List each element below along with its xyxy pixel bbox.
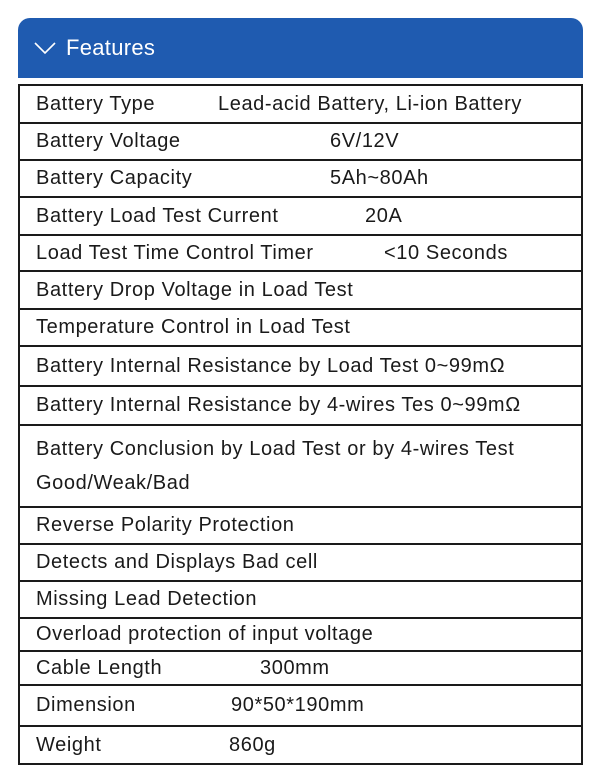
spec-row-battery-voltage bbox=[20, 122, 581, 159]
features-panel bbox=[18, 18, 583, 765]
features-header[interactable] bbox=[18, 18, 583, 78]
spec-key: Reverse Polarity Protection bbox=[36, 514, 295, 536]
spec-row-battery-conclusion bbox=[20, 424, 581, 506]
spec-key: Detects and Displays Bad cell bbox=[36, 551, 318, 573]
spec-row-drop-voltage bbox=[20, 270, 581, 308]
spec-row-weight bbox=[20, 725, 581, 763]
spec-key: Dimension bbox=[36, 694, 136, 716]
spec-value: Lead-acid Battery, Li-ion Battery bbox=[218, 92, 523, 115]
spec-row-bad-cell bbox=[20, 543, 581, 580]
spec-key: Weight bbox=[36, 733, 102, 756]
spec-key: Temperature Control in Load Test bbox=[36, 316, 351, 338]
spec-value: 6V/12V bbox=[330, 130, 400, 152]
spec-key: Battery Conclusion by Load Test or by 4-wires Test bbox=[36, 438, 515, 460]
spec-value: 20A bbox=[365, 204, 403, 227]
spec-row-load-test-timer bbox=[20, 234, 581, 270]
spec-key: Battery Internal Resistance by 4-wires Tes 0~99mΩ bbox=[36, 394, 521, 416]
spec-value: 5Ah~80Ah bbox=[330, 167, 429, 189]
spec-key: Battery Drop Voltage in Load Test bbox=[36, 278, 354, 301]
spec-key: Battery Load Test Current bbox=[36, 204, 279, 227]
spec-row-internal-resistance-load bbox=[20, 345, 581, 385]
spec-key: Missing Lead Detection bbox=[36, 588, 258, 610]
spec-key: Battery Internal Resistance by Load Test 0~99mΩ bbox=[36, 354, 506, 377]
spec-key: Overload protection of input voltage bbox=[36, 623, 374, 645]
chevron-down-icon[interactable] bbox=[32, 37, 58, 59]
spec-row-dimension bbox=[20, 684, 581, 725]
spec-key: Battery Voltage bbox=[36, 130, 181, 152]
spec-key: Cable Length bbox=[36, 656, 163, 679]
spec-key: Battery Capacity bbox=[36, 167, 193, 189]
spec-row-battery-capacity bbox=[20, 159, 581, 196]
spec-value: <10 Seconds bbox=[384, 241, 508, 264]
spec-key: Battery Type bbox=[36, 92, 156, 115]
spec-value: 860g bbox=[229, 733, 276, 756]
spec-row-battery-type bbox=[20, 84, 581, 122]
spec-row-internal-resistance-4wire bbox=[20, 385, 581, 424]
spec-key: Load Test Time Control Timer bbox=[36, 241, 314, 264]
spec-row-overload-protection bbox=[20, 617, 581, 650]
features-title: Features bbox=[66, 35, 156, 60]
spec-row-cable-length bbox=[20, 650, 581, 684]
spec-value: Good/Weak/Bad bbox=[36, 472, 191, 494]
spec-value: 300mm bbox=[260, 656, 330, 679]
spec-row-missing-lead bbox=[20, 580, 581, 617]
features-table bbox=[18, 84, 583, 765]
spec-row-reverse-polarity bbox=[20, 506, 581, 543]
spec-row-temperature-control bbox=[20, 308, 581, 345]
spec-row-load-test-current bbox=[20, 196, 581, 234]
spec-value: 90*50*190mm bbox=[231, 694, 365, 716]
